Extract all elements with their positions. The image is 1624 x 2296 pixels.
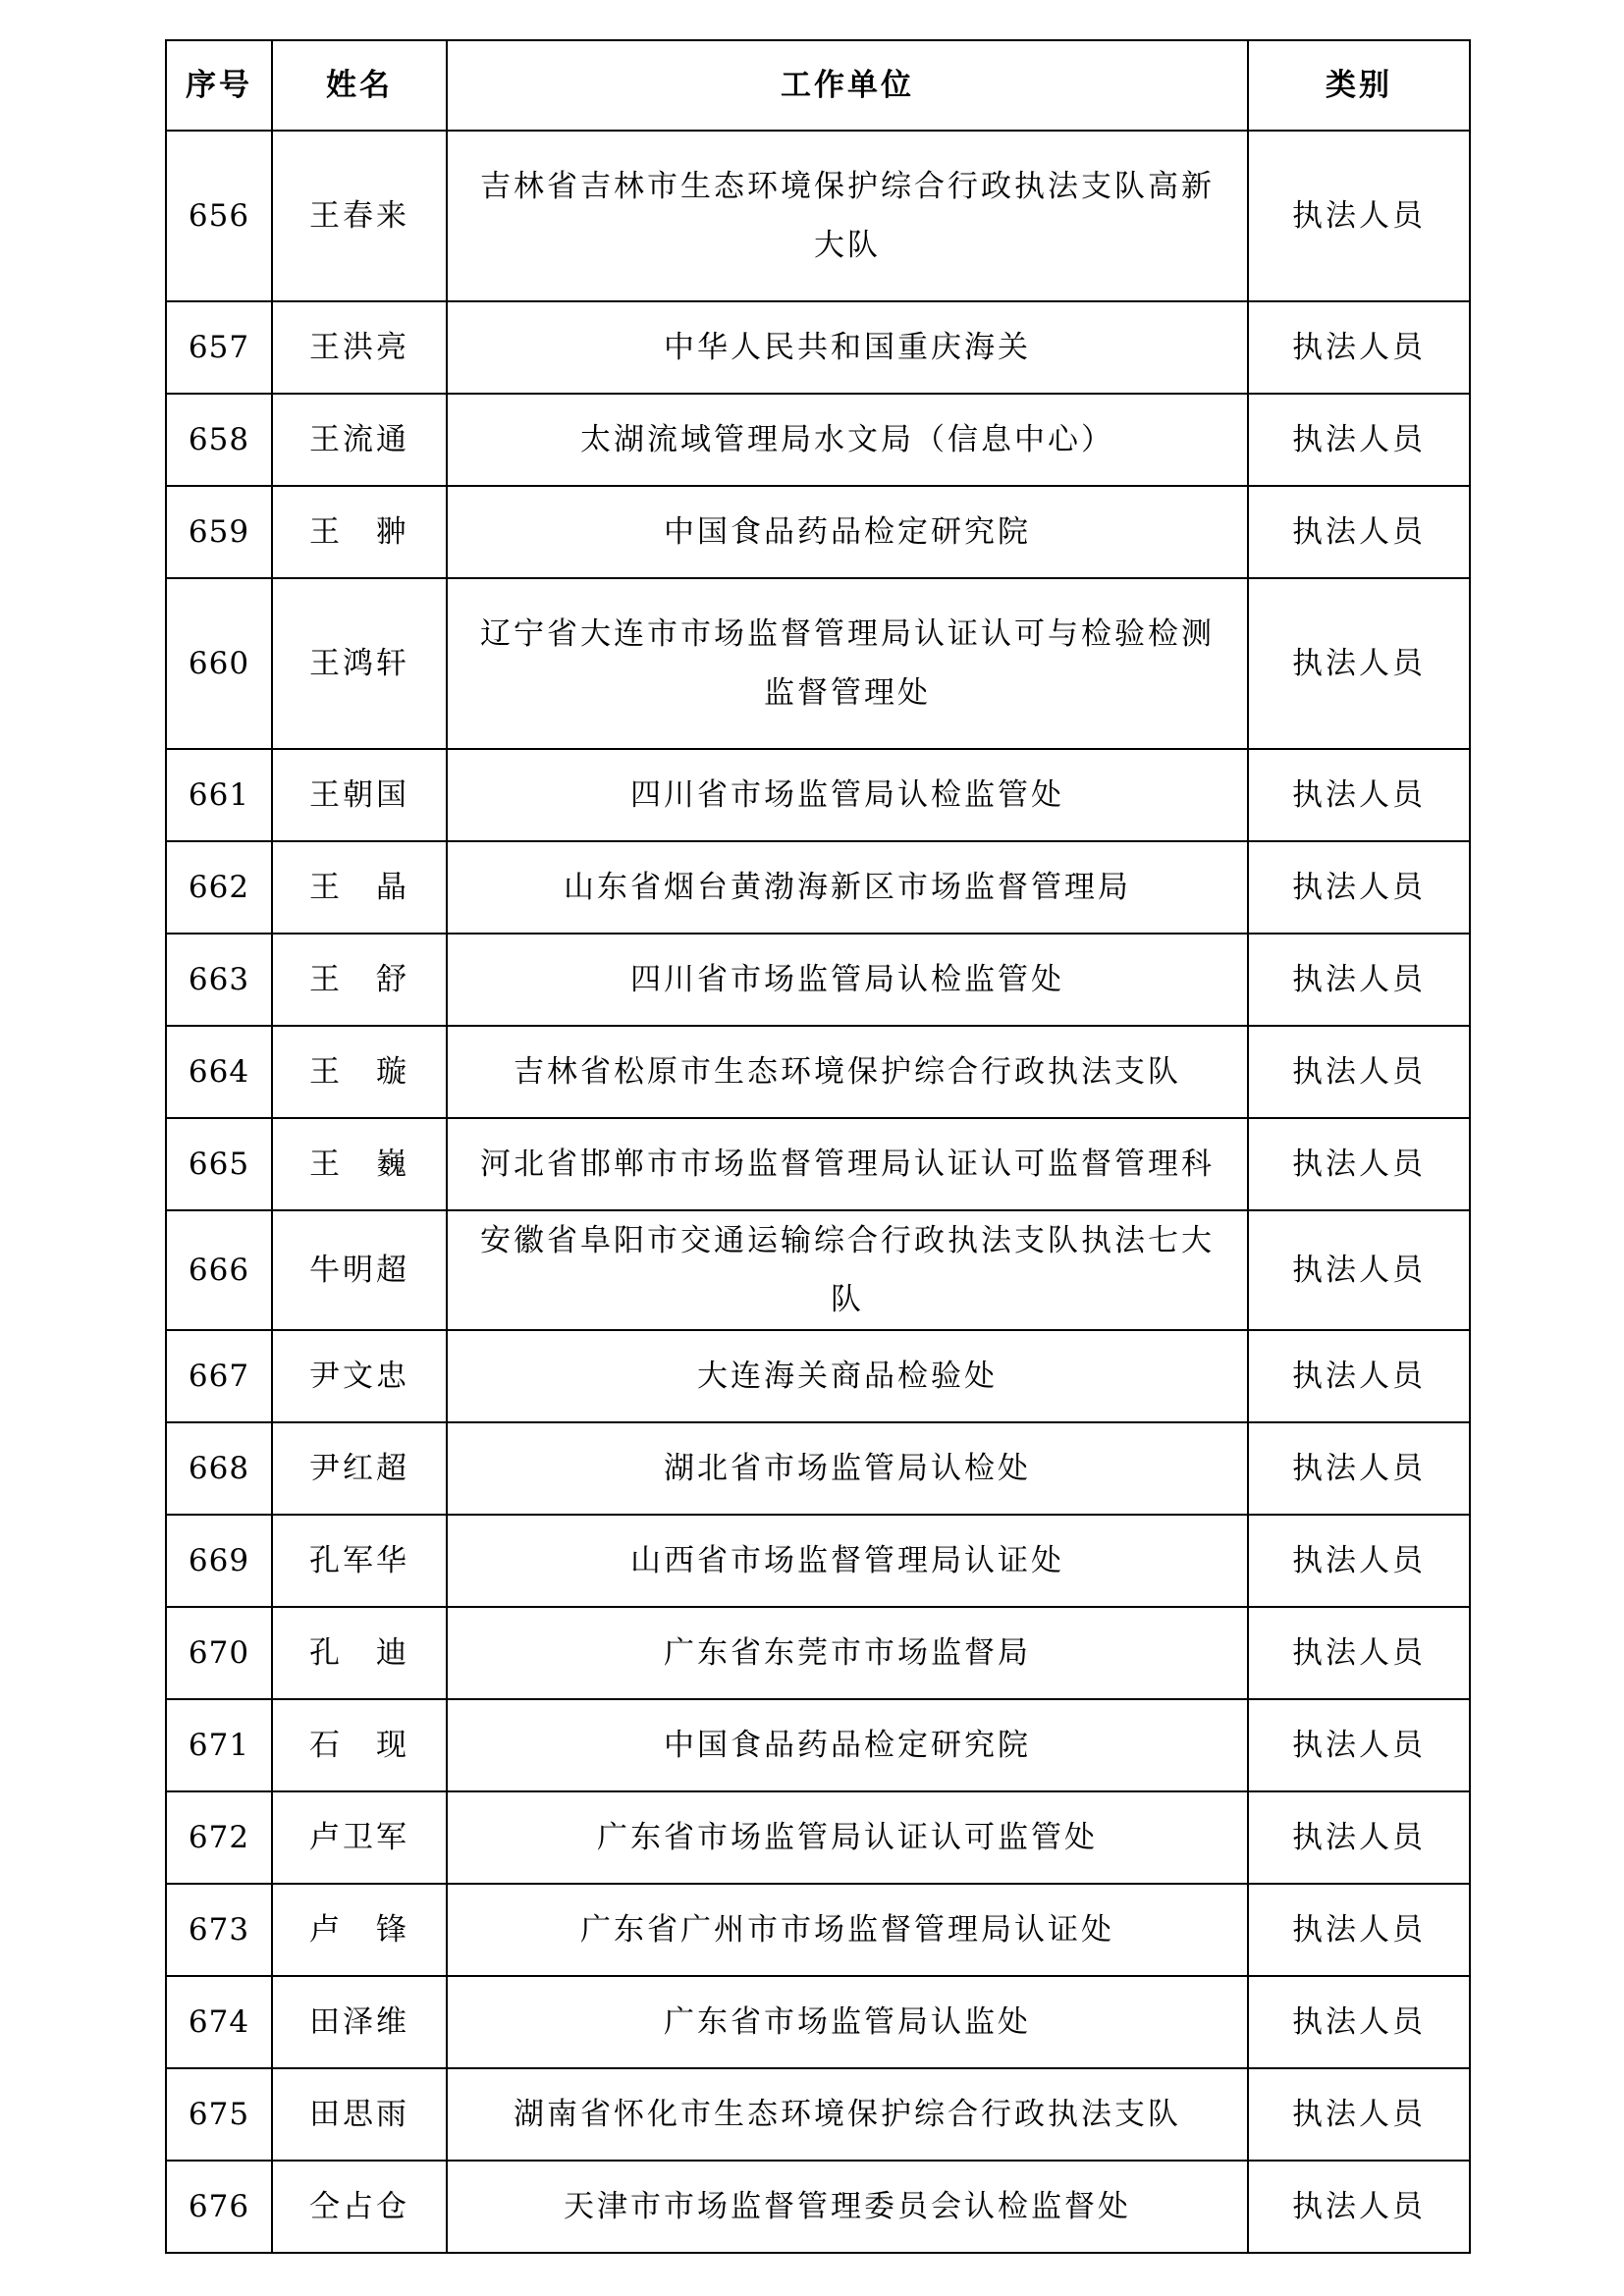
- cell-name: 卢 锋: [272, 1884, 447, 1976]
- header-name: 姓名: [272, 40, 447, 131]
- table-row: [166, 486, 1470, 578]
- cell-unit: 大连海关商品检验处: [447, 1330, 1248, 1422]
- table-row: [166, 1699, 1470, 1791]
- cell-unit: 四川省市场监管局认检监管处: [447, 749, 1248, 841]
- cell-name: 王流通: [272, 394, 447, 486]
- cell-index: 671: [166, 1699, 272, 1791]
- cell-name: 王 璇: [272, 1026, 447, 1118]
- cell-category: 执法人员: [1248, 1791, 1470, 1884]
- cell-unit: 湖北省市场监管局认检处: [447, 1422, 1248, 1515]
- cell-unit: 广东省市场监管局认证认可监管处: [447, 1791, 1248, 1884]
- table-row: [166, 131, 1470, 301]
- cell-unit: 中国食品药品检定研究院: [447, 1699, 1248, 1791]
- cell-name: 王洪亮: [272, 301, 447, 394]
- cell-category: 执法人员: [1248, 1515, 1470, 1607]
- cell-name: 王 巍: [272, 1118, 447, 1210]
- table-row: [166, 934, 1470, 1026]
- cell-unit: 中华人民共和国重庆海关: [447, 301, 1248, 394]
- header-index: 序号: [166, 40, 272, 131]
- cell-name: 仝占仓: [272, 2161, 447, 2253]
- cell-index: 663: [166, 934, 272, 1026]
- cell-unit: 湖南省怀化市生态环境保护综合行政执法支队: [447, 2068, 1248, 2161]
- table-row: [166, 1330, 1470, 1422]
- cell-name: 田思雨: [272, 2068, 447, 2161]
- table-row: [166, 749, 1470, 841]
- cell-category: 执法人员: [1248, 301, 1470, 394]
- cell-name: 王朝国: [272, 749, 447, 841]
- cell-category: 执法人员: [1248, 1884, 1470, 1976]
- cell-unit: 辽宁省大连市市场监督管理局认证认可与检验检测监督管理处: [447, 578, 1248, 749]
- table-row: [166, 1515, 1470, 1607]
- cell-index: 658: [166, 394, 272, 486]
- cell-name: 王春来: [272, 131, 447, 301]
- cell-category: 执法人员: [1248, 1699, 1470, 1791]
- cell-category: 执法人员: [1248, 486, 1470, 578]
- cell-category: 执法人员: [1248, 1210, 1470, 1330]
- cell-unit: 山西省市场监督管理局认证处: [447, 1515, 1248, 1607]
- table-row: [166, 1026, 1470, 1118]
- cell-unit: 广东省市场监管局认监处: [447, 1976, 1248, 2068]
- table-row: [166, 2068, 1470, 2161]
- cell-category: 执法人员: [1248, 1422, 1470, 1515]
- cell-unit: 中国食品药品检定研究院: [447, 486, 1248, 578]
- cell-category: 执法人员: [1248, 1330, 1470, 1422]
- cell-category: 执法人员: [1248, 2068, 1470, 2161]
- cell-category: 执法人员: [1248, 1607, 1470, 1699]
- cell-name: 王 翀: [272, 486, 447, 578]
- table-row: [166, 2161, 1470, 2253]
- table-header-row: [166, 40, 1470, 131]
- cell-index: 675: [166, 2068, 272, 2161]
- cell-category: 执法人员: [1248, 394, 1470, 486]
- cell-category: 执法人员: [1248, 841, 1470, 934]
- cell-name: 牛明超: [272, 1210, 447, 1330]
- header-unit: 工作单位: [447, 40, 1248, 131]
- table-row: [166, 301, 1470, 394]
- cell-index: 667: [166, 1330, 272, 1422]
- header-category: 类别: [1248, 40, 1470, 131]
- cell-name: 王 舒: [272, 934, 447, 1026]
- cell-index: 659: [166, 486, 272, 578]
- table-row: [166, 578, 1470, 749]
- cell-index: 662: [166, 841, 272, 934]
- cell-unit: 吉林省松原市生态环境保护综合行政执法支队: [447, 1026, 1248, 1118]
- cell-category: 执法人员: [1248, 1026, 1470, 1118]
- cell-category: 执法人员: [1248, 2161, 1470, 2253]
- cell-category: 执法人员: [1248, 749, 1470, 841]
- cell-name: 田泽维: [272, 1976, 447, 2068]
- cell-unit: 太湖流域管理局水文局（信息中心）: [447, 394, 1248, 486]
- cell-index: 660: [166, 578, 272, 749]
- cell-index: 670: [166, 1607, 272, 1699]
- table-row: [166, 1118, 1470, 1210]
- cell-name: 王鸿轩: [272, 578, 447, 749]
- cell-index: 661: [166, 749, 272, 841]
- cell-index: 656: [166, 131, 272, 301]
- cell-name: 尹文忠: [272, 1330, 447, 1422]
- cell-unit: 吉林省吉林市生态环境保护综合行政执法支队高新大队: [447, 131, 1248, 301]
- cell-unit: 天津市市场监督管理委员会认检监督处: [447, 2161, 1248, 2253]
- cell-index: 657: [166, 301, 272, 394]
- cell-name: 王 晶: [272, 841, 447, 934]
- cell-name: 孔 迪: [272, 1607, 447, 1699]
- cell-category: 执法人员: [1248, 1976, 1470, 2068]
- cell-index: 674: [166, 1976, 272, 2068]
- cell-name: 卢卫军: [272, 1791, 447, 1884]
- table-row: [166, 1422, 1470, 1515]
- cell-unit: 广东省东莞市市场监督局: [447, 1607, 1248, 1699]
- cell-category: 执法人员: [1248, 131, 1470, 301]
- table-row: [166, 1210, 1470, 1330]
- table-row: [166, 1607, 1470, 1699]
- cell-index: 676: [166, 2161, 272, 2253]
- cell-index: 665: [166, 1118, 272, 1210]
- table-row: [166, 841, 1470, 934]
- cell-name: 尹红超: [272, 1422, 447, 1515]
- cell-unit: 安徽省阜阳市交通运输综合行政执法支队执法七大队: [447, 1210, 1248, 1330]
- cell-category: 执法人员: [1248, 934, 1470, 1026]
- table-row: [166, 1791, 1470, 1884]
- table-row: [166, 1976, 1470, 2068]
- cell-unit: 山东省烟台黄渤海新区市场监督管理局: [447, 841, 1248, 934]
- cell-index: 672: [166, 1791, 272, 1884]
- table-row: [166, 1884, 1470, 1976]
- cell-index: 673: [166, 1884, 272, 1976]
- table-row: [166, 394, 1470, 486]
- cell-name: 孔军华: [272, 1515, 447, 1607]
- cell-index: 666: [166, 1210, 272, 1330]
- cell-index: 664: [166, 1026, 272, 1118]
- cell-unit: 河北省邯郸市市场监督管理局认证认可监督管理科: [447, 1118, 1248, 1210]
- personnel-table: [165, 39, 1471, 2254]
- cell-index: 668: [166, 1422, 272, 1515]
- cell-category: 执法人员: [1248, 1118, 1470, 1210]
- cell-name: 石 现: [272, 1699, 447, 1791]
- cell-category: 执法人员: [1248, 578, 1470, 749]
- cell-unit: 四川省市场监管局认检监管处: [447, 934, 1248, 1026]
- cell-unit: 广东省广州市市场监督管理局认证处: [447, 1884, 1248, 1976]
- cell-index: 669: [166, 1515, 272, 1607]
